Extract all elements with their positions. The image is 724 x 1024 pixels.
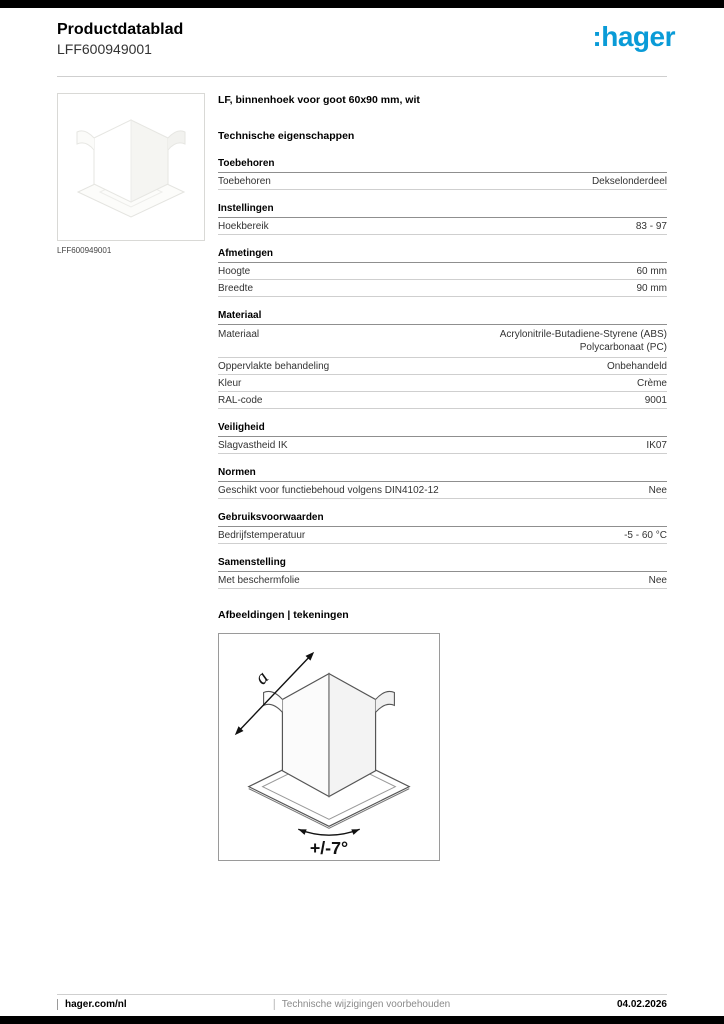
spec-label: Met beschermfolie	[218, 574, 300, 586]
spec-value: -5 - 60 °C	[624, 529, 667, 541]
spec-value: Dekselonderdeel	[591, 175, 667, 187]
section-title: Instellingen	[218, 200, 667, 218]
spec-value: Nee	[648, 574, 667, 586]
dimension-a-label: a	[250, 666, 274, 690]
header-divider	[57, 76, 667, 77]
bottom-black-bar	[0, 1016, 724, 1024]
spec-value: 9001	[644, 394, 667, 406]
spec-section-normen	[218, 464, 667, 499]
spec-row	[218, 572, 667, 589]
spec-section-afmetingen	[218, 245, 667, 297]
spec-value: 90 mm	[636, 282, 667, 294]
technical-drawing-image	[219, 634, 439, 860]
spec-row	[218, 527, 667, 544]
spec-value	[500, 328, 667, 355]
spec-section-veiligheid	[218, 419, 667, 454]
spec-label: Hoogte	[218, 265, 251, 277]
spec-label: Bedrijfstemperatuur	[218, 529, 306, 541]
section-title: Afmetingen	[218, 245, 667, 263]
spec-value-line2: Polycarbonaat (PC)	[579, 342, 667, 353]
spec-row	[218, 173, 667, 190]
spec-row	[218, 375, 667, 392]
technical-drawing	[218, 633, 440, 861]
spec-label: Oppervlakte behandeling	[218, 360, 330, 372]
spec-label: Materiaal	[218, 328, 260, 340]
spec-value: Crème	[636, 377, 667, 389]
spec-sections	[218, 155, 667, 589]
footer	[57, 999, 667, 1013]
spec-section-materiaal	[218, 307, 667, 409]
spec-value: IK07	[646, 439, 667, 451]
footer-date: 04.02.2026	[616, 999, 667, 1010]
header-product-id: LFF600949001	[57, 41, 152, 57]
section-title: Materiaal	[218, 307, 667, 325]
footer-notice: Technische wijzigingen voorbehouden	[274, 999, 450, 1010]
spec-label: Hoekbereik	[218, 220, 269, 232]
section-title: Normen	[218, 464, 667, 482]
spec-row	[218, 325, 667, 358]
images-heading: Afbeeldingen | tekeningen	[218, 609, 349, 621]
spec-row	[218, 482, 667, 499]
spec-label: Toebehoren	[218, 175, 271, 187]
footer-divider	[57, 994, 667, 995]
spec-row	[218, 280, 667, 297]
angle-label: +/-7°	[309, 838, 349, 859]
spec-value: 83 - 97	[635, 220, 667, 232]
product-photo-image	[58, 94, 204, 240]
top-black-bar	[0, 0, 724, 8]
spec-section-instellingen	[218, 200, 667, 235]
product-title: LF, binnenhoek voor goot 60x90 mm, wit	[218, 94, 420, 106]
spec-label: Breedte	[218, 282, 254, 294]
spec-row	[218, 263, 667, 280]
spec-value-line1: Acrylonitrile-Butadiene-Styrene (ABS)	[499, 328, 667, 340]
spec-section-toebehoren	[218, 155, 667, 190]
spec-row	[218, 392, 667, 409]
spec-section-gebruiksvoorwaarden	[218, 509, 667, 544]
section-title: Veiligheid	[218, 419, 667, 437]
spec-row	[218, 437, 667, 454]
footer-site-link[interactable]: hager.com/nl	[57, 999, 127, 1010]
spec-row	[218, 358, 667, 375]
spec-label: RAL-code	[218, 394, 263, 406]
section-title: Toebehoren	[218, 155, 667, 173]
section-title: Samenstelling	[218, 554, 667, 572]
spec-label: Geschikt voor functiebehoud volgens DIN4102-12	[218, 484, 439, 496]
hager-logo: :hager	[592, 21, 675, 52]
tech-specs-heading: Technische eigenschappen	[218, 130, 355, 142]
spec-value: 60 mm	[636, 265, 667, 277]
spec-section-samenstelling	[218, 554, 667, 589]
spec-value: Nee	[648, 484, 667, 496]
spec-value: Onbehandeld	[606, 360, 667, 372]
page-title: Productdatablad	[57, 21, 184, 38]
product-photo	[57, 93, 205, 241]
main-content	[218, 94, 667, 861]
product-photo-caption: LFF600949001	[57, 246, 112, 255]
section-title: Gebruiksvoorwaarden	[218, 509, 667, 527]
spec-label: Slagvastheid IK	[218, 439, 288, 451]
spec-row	[218, 218, 667, 235]
spec-label: Kleur	[218, 377, 242, 389]
